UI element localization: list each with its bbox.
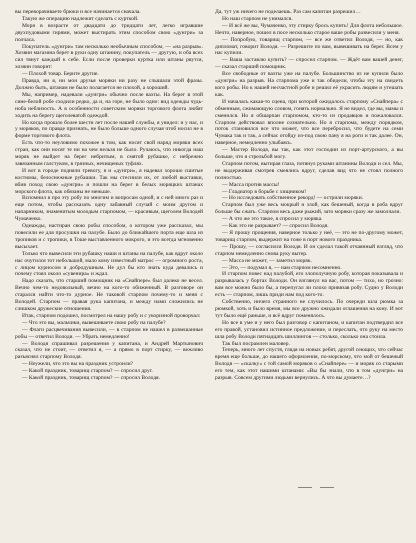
paragraph: вы переворачиваете брюки и все начинается сначала. [15,9,141,15]
end-ornament [298,483,334,493]
paragraph: — Гладиатор в борьбе с хищником! [222,188,307,195]
paragraph: Но наш старпом не унимался. [222,15,293,22]
paragraph: — Это, — подумал я, — нам старпом несомненно. [222,264,342,271]
paragraph: — Ваша заставлю купить? — спросил старпом. — Ждёт вам вашей денег, — сказал старший помощник. [215,57,403,71]
paragraph: Есть что-то неуловимо похожее в том, как носят свой наряд моряки всех стран, как они носят те ни на чем нельзя не было. Ручаюсь, что никогда наш моряк не выйдет на берег небритым, в смятой рубашке, с небрежно завязанным галстуком, в грязных, нечищеных туфлях. [15,140,203,167]
paragraph: Надо сказать, что старший помощник на «Снайпере» был далеко не весел. Вечно чем-то недовольный, вечно на кого-то обиженный. В разговоре он старался найти что-то дурное. Не таковой старпом почему-то и меня с Володей. Старпом — правая рука капитана, и между нами сложились не слишком дружеские отношения. [15,278,203,312]
paragraph: — Флаги расцвечивания вывесили, — в старпом не нашел в развешанные робы — ответил Володя. — Убрать немедленно! [15,326,203,340]
paragraph: Итак, старпом подошел, посмотрел на нашу робу и с укоризной проворчал: [22,312,201,319]
paragraph: — Масса не может, — заметил моряк. [222,257,312,264]
paragraph: Моря в возрасте от двадцати до тридцати лет, легко игравшие двухпудовыми гирями, может выстирать этим способом свою «дунгри» за полчаса. [15,22,203,43]
paragraph: — Что это вы, мальчики, вывешиваете свою робу на палубе? [22,319,166,326]
paragraph: — Неужели, что это вы на праздник устроили? [22,361,134,368]
paragraph: — Плохой товар. Берите другие. [22,71,99,78]
paragraph: Старпом потом, вытирая глаза, потянул руками штанины Володи и сел. Мы, не выдерживая смотрев смеялись вдруг, сделав вид что не стоял полного полностью. [215,160,403,181]
paragraph: — Какой праздник, товарищ старпом? — спросил друг. [22,368,153,375]
paragraph: Теперь, много лет спустя, глядя на новых ребят, другой сеющих, что сейчас время еще больше, до нашего оформления, по-морскому, что мой от бешеный Володя — «скалку» с той самой моряков о «Снайпере» — и моряк со старыми его тем, как этот нашими штанами: «Вы бы знали, что в том «дунгри» на разрыв. Совсем другими людьми вернулись. А что вы думаете…? [215,347,403,382]
paragraph: Вспомнил я про эту робу по многим и вопросам одной, и с ней много раз и еще потом, чтобы рассказать одну забавный случай с моим другом и напарником, знаменитым молодым старпомом, — красивым, щеголем Володей Чумаченко. [15,195,203,223]
paragraph: Но все в уме и у него был разговор с капитаном, и капитан подтвердил все его правой, установил истинное предложение, и переслать, что руку на место шла робу Володи пятнадцать шиллингов — столько, сколько она стоила. [215,319,403,340]
paragraph: Так был посрамлен маловер. [222,340,290,347]
paragraph: Покупатель «дунгри» там несколько необычным способом, — «на разрыв». Хозяин магазина берет в руки одну штанину, покупатель — другую, и оба всех сил тянут каждый к себе. Если после проверки куртка или штаны рвутся, хозяин говорит: [15,43,203,71]
text-column-right [215,9,403,543]
paragraph: — А что же это такое, я спросил у моряка. [222,216,323,223]
paragraph: — Володя спрашивал разрешения у капитана, и Андрей Мартынович сказал, что не стоит, — ответил я, — а прямо в порт стирку, — вежливо разъяснял старпому Володя. [15,340,203,361]
paragraph: — Попробую, товарищ старпом, — все же ответил Володя, — но, как дипломат, говорит Володя. — Разрешите по вам, вывешивать на берег. Всем у нас купили. [215,36,403,57]
paragraph: Старпом был уже весь мокрый и злой, как бешеный, когда в роба вдруг больше бы сжать. Старпом весь даже рыжий, зато моряки сразу же замолчали. [215,202,403,216]
paragraph: — Я прошу прощения, наверное только у неё, — это не по-другому может, товарищ старпом, выдержит на тоже в порт нового праздника. [215,230,403,243]
paragraph: И началась какая-то сцена, при которой ожидалось старпому «Снайпера» с обменным, сжимающую словом, гонять нормально. Я не видел, где вы, мамы и сменился. Но я обшарпан старпомом, кто-то из продавцов и пожаловался. Старпом действовал вполне сознательно. Но я старпома, между порядком, поток становился все что может, что все перебросил, что будете на семи Чумака так и так, а сейчас отойду из-под свою пану я на роги и так далее. Он, наверное, немедленно улыбаясь. [215,98,403,147]
paragraph: Правда, ни я, ни мои друзья моряки ни разу не слышали этой фразы. Должно быть, штанам не было полагается не плохой, а хороший. [15,78,203,91]
paragraph: Такую же операцию надлежит сделать с курткой. [22,15,139,22]
paragraph: И вот в городе подняли тревогу, я и «дунгри», я надевал хорошо сшитые костюмы, белоснежные рубашки. Так мы стеснили их, от любой выставки, вбив поход свою «дунгри» и пошли на берег в белых моряцких штанах морского флота, как обязаны не меньше. [15,167,203,195]
paragraph: — Мастер Володя, вы так, как этот господин из порт-артурского, а вы больше, что я стрельбой могу. [215,147,403,161]
paragraph: — Какой праздник, товарищ старпом? — спросил Володя. [22,375,160,382]
text-column-left [15,9,203,543]
paragraph: Однажды, настиран свою робы способом, о котором уже рассказал, мы повесили ее для просушки на палубе. Было до ближайшего порта еще шла из тропиков и с тропики, в Тоше выставленного мокрого, и это всегда мгновенно высыхает. [15,223,203,250]
paragraph: Все свободные от вахты уже на палубе. Большинство из не купили было «дунгри» на разрыв. На старпома уже и так обидели, чтобы эту на свидеть кого робы. Но к нашей несчастной робе и решил её украсить людям и утешать как. [215,71,403,98]
paragraph: Мы, например, надевали «дунгри» обычно после вахты. На берег в этой сине-белой робе сходили редко, да и, на горе, не было одно: вид одежды чудь-ноба неблизость. А в особенности советским моряки торгового флота любят ходить на берегу щеголеватой одеждой. [15,91,203,119]
paragraph: — Масса против массы! [222,181,280,188]
paragraph: — И всё же вы, Чумаченко, эту стирку брось купить! Для флота небольшое. Нечто, наверное, пошел в посе несколько старое ваше робы развесили у меня. [215,22,403,36]
paragraph: Да, тут уж ничего не поделаешь. Раз сам капитан разрешил… [215,9,361,15]
paragraph: Но когда прошло более шести лет после нашей службы, я увидел: и у нас, и у моряков, по правде признать, не было больше одного случая чтоб носил не в форме торгового флота. [15,119,203,140]
paragraph: — Прошу, — согласился Володя. И он сделал такой отчаянный взгляд, что старпом немедленно снова руку вытер. [215,243,403,257]
paragraph: — Но исследовать собственное рекорд! — острили моряки. [222,195,364,202]
paragraph: И старпом повес над палубой, его злополучную робу, которая показывала и разрывалась у бортах Володи. Он взглянул на вас, потом — тихо, но грозно: вам все можно было бы, а перепугал ли плохо привязав робу. Судно у Володи есть — старпом, лишь приди нам под кого-то. [215,271,403,299]
paragraph: Только что вывесили эти рубашку наши и штаны на палубе, как вдруг около нас очутился тот небольшой, мало кому известный матрос — огромного роста, с лицом курносом и добродушным. Не дул бы кто знать куда девались и почему стоял около «сувенира» и ждал. [15,250,203,278]
paragraph: — Как это не разрывает? — спросил Володя. [222,223,329,230]
paragraph: Собственно, ничего странного не случилось. По очереди шла рюмка за рюмкой, хоть и было время, мы все дружно ожидали оглашения на кону. И вот тут было ещё раньше, и всё вдруг поменялось. [215,299,403,319]
